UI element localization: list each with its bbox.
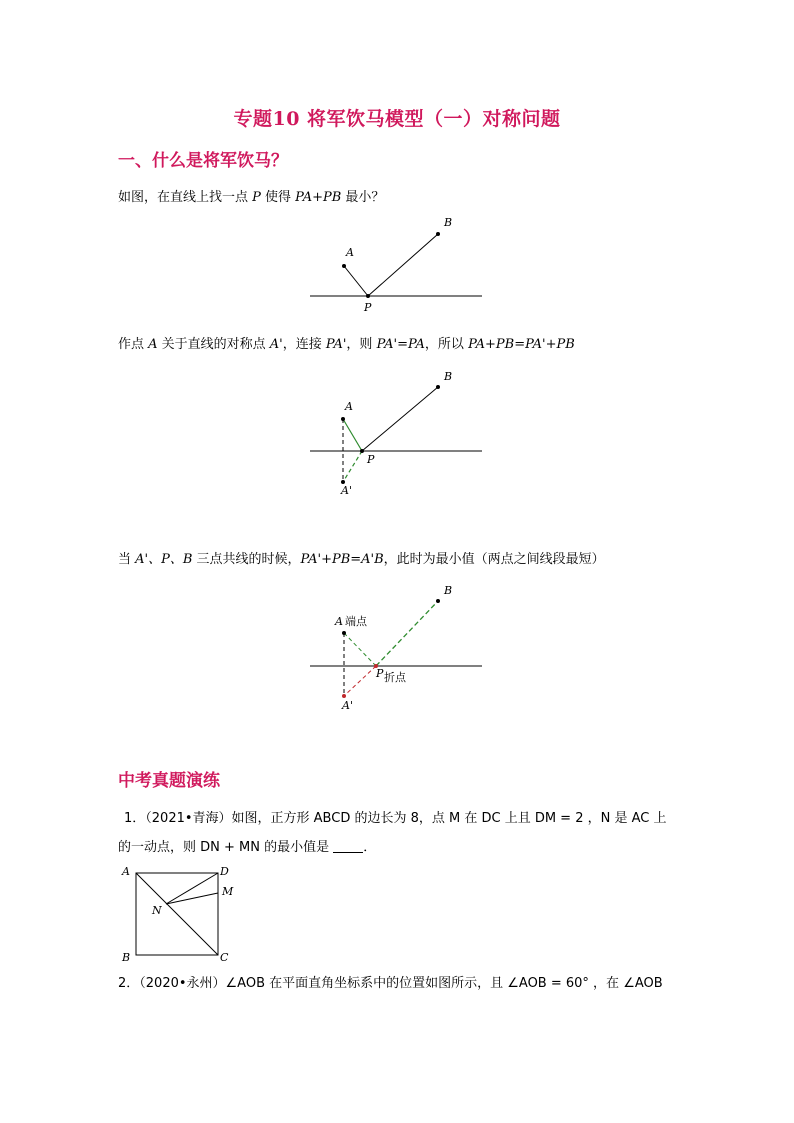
segment-pb [362,387,438,451]
point-a [342,631,346,635]
label-a2: A' [342,699,353,712]
label-b: B [122,951,131,964]
label-p: P [367,453,375,466]
label-a: A [122,865,130,878]
step3-paragraph: 当 A'、P、B 三点共线的时候，PA'+PB=A'B，此时为最小值（两点之间线段最短） [118,552,605,567]
label-a: A [345,400,353,413]
segment-pb [376,601,438,666]
point-p [360,449,364,453]
figure-3-diagram [300,580,500,715]
label-p: P [376,667,384,680]
segment-mn [166,893,218,904]
section-heading-1: 一、什么是将军饮马？ [118,151,288,171]
point-b [436,385,440,389]
label-d: D [220,865,229,878]
figure-2-diagram [300,366,500,501]
label-b: B [444,370,453,383]
question-1-line-2: 的一动点，则 DN + MN 的最小值是 ． [118,840,377,855]
label-bend: 折点 [384,671,406,684]
point-p [366,294,370,298]
segment-pa2 [344,666,376,696]
segment-pa [344,633,376,666]
label-b: B [444,584,453,597]
intro-paragraph: 如图，在直线上找一点 P 使得 PA+PB 最小？ [118,190,385,205]
label-a2: A' [341,484,352,497]
segment-pa2 [343,451,362,482]
figure-1-diagram [300,212,500,317]
label-n: N [152,904,162,917]
answer-blank [333,840,363,853]
point-b [436,599,440,603]
label-m: M [222,885,234,898]
point-a2 [342,694,346,698]
segment-pb [368,234,438,296]
label-endpoint: 端点 [345,615,367,628]
point-a [342,264,346,268]
label-a: A [346,246,354,259]
label-c: C [220,951,229,964]
question-2-line-1: 2．（2020•永州）∠AOB 在平面直角坐标系中的位置如图所示，且 ∠AOB = 60° ，在 ∠AOB [118,976,663,991]
label-a: A [335,615,343,628]
square-abcd-diagram [116,862,246,966]
question-1-line-1: 1．（2021•青海）如图，正方形 ABCD 的边长为 8，点 M 在 DC 上且 DM = 2 ，N 是 AC 上 [124,811,667,826]
point-b [436,232,440,236]
segment-pa [344,266,368,296]
label-p: P [364,301,372,314]
diagonal-ac [136,873,218,955]
label-b: B [444,216,453,229]
segment-dn [166,873,218,904]
section-heading-2: 中考真题演练 [118,771,220,791]
point-a [341,417,345,421]
step2-paragraph: 作点 A 关于直线的对称点 A'，连接 PA'，则 PA'=PA，所以 PA+PB=PA'+PB [118,337,575,352]
segment-pa [343,419,362,451]
page-title: 专题10 将军饮马模型（一）对称问题 [233,108,561,130]
